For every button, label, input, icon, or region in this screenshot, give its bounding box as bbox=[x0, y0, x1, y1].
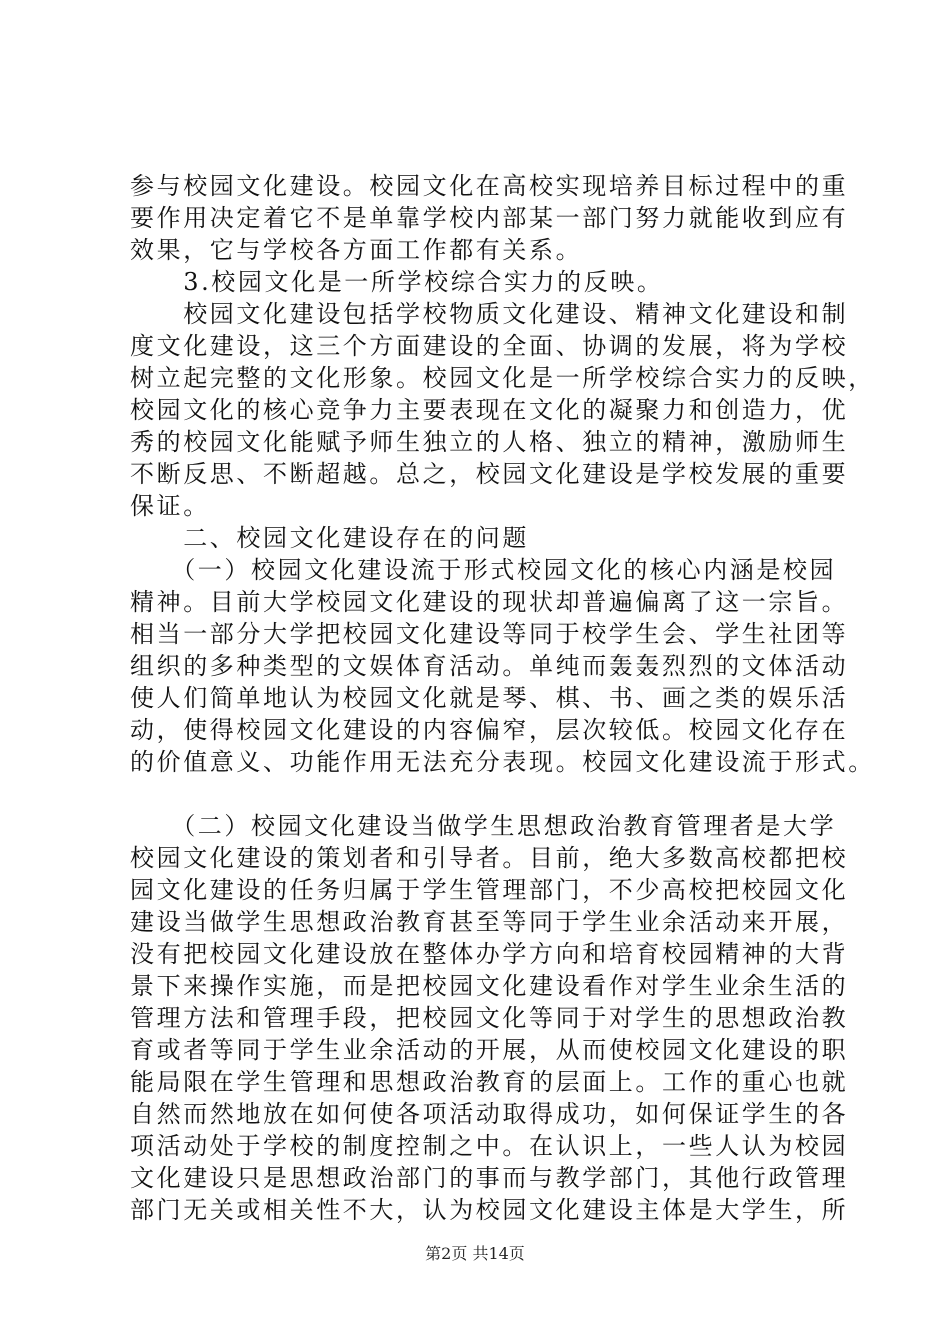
text-line: 景下来操作实施，而是把校园文化建设看作对学生业余生活的 bbox=[130, 972, 849, 1000]
text-line: 精神。目前大学校园文化建设的现状却普遍偏离了这一宗旨。 bbox=[130, 588, 849, 616]
text-line: 秀的校园文化能赋予师生独立的人格、独立的精神，激励师生 bbox=[130, 428, 849, 456]
text-line: 树立起完整的文化形象。校园文化是一所学校综合实力的反映， bbox=[130, 364, 875, 392]
text-line: 管理方法和管理手段，把校园文化等同于对学生的思想政治教 bbox=[130, 1004, 849, 1032]
text-line: 校园文化的核心竞争力主要表现在文化的凝聚力和创造力，优 bbox=[130, 396, 849, 424]
text-line: 能局限在学生管理和思想政治教育的层面上。工作的重心也就 bbox=[130, 1068, 849, 1096]
text-line: 使人们简单地认为校园文化就是琴、棋、书、画之类的娱乐活 bbox=[130, 684, 849, 712]
text-line: 要作用决定着它不是单靠学校内部某一部门努力就能收到应有 bbox=[130, 204, 849, 232]
text-line: 育或者等同于学生业余活动的开展，从而使校园文化建设的职 bbox=[130, 1036, 849, 1064]
text-line: 部门无关或相关性不大，认为校园文化建设主体是大学生，所 bbox=[130, 1196, 849, 1224]
text-line: 度文化建设，这三个方面建设的全面、协调的发展，将为学校 bbox=[130, 332, 849, 360]
text-line: 3.校园文化是一所学校综合实力的反映。 bbox=[130, 268, 664, 296]
page-number-footer: 第2页 共14页 bbox=[425, 1244, 525, 1263]
text-line: （二）校园文化建设当做学生思想政治教育管理者是大学 bbox=[130, 812, 837, 840]
section-heading: 二、校园文化建设存在的问题 bbox=[130, 524, 529, 552]
blank-line bbox=[130, 778, 830, 810]
text-line: 动，使得校园文化建设的内容偏窄，层次较低。校园文化存在 bbox=[130, 716, 849, 744]
text-line: 的价值意义、功能作用无法充分表现。校园文化建设流于形式。 bbox=[130, 748, 875, 776]
text-line: 不断反思、不断超越。总之，校园文化建设是学校发展的重要 bbox=[130, 460, 849, 488]
text-line: （一）校园文化建设流于形式校园文化的核心内涵是校园 bbox=[130, 556, 837, 584]
text-line: 项活动处于学校的制度控制之中。在认识上，一些人认为校园 bbox=[130, 1132, 849, 1160]
text-line: 园文化建设的任务归属于学生管理部门，不少高校把校园文化 bbox=[130, 876, 849, 904]
text-line: 没有把校园文化建设放在整体办学方向和培育校园精神的大背 bbox=[130, 940, 849, 968]
text-line: 校园文化建设的策划者和引导者。目前，绝大多数高校都把校 bbox=[130, 844, 849, 872]
text-line: 相当一部分大学把校园文化建设等同于校学生会、学生社团等 bbox=[130, 620, 849, 648]
text-line: 效果，它与学校各方面工作都有关系。 bbox=[130, 236, 583, 264]
document-body bbox=[130, 170, 875, 1226]
text-line: 自然而然地放在如何使各项活动取得成功，如何保证学生的各 bbox=[130, 1100, 849, 1128]
text-line: 文化建设只是思想政治部门的事而与教学部门，其他行政管理 bbox=[130, 1164, 849, 1192]
text-line: 组织的多种类型的文娱体育活动。单纯而轰轰烈烈的文体活动 bbox=[130, 652, 849, 680]
text-line: 建设当做学生思想政治教育甚至等同于学生业余活动来开展， bbox=[130, 908, 849, 936]
text-line: 保证。 bbox=[130, 492, 210, 520]
text-line: 参与校园文化建设。校园文化在高校实现培养目标过程中的重 bbox=[130, 172, 849, 200]
text-line: 校园文化建设包括学校物质文化建设、精神文化建设和制 bbox=[130, 300, 849, 328]
